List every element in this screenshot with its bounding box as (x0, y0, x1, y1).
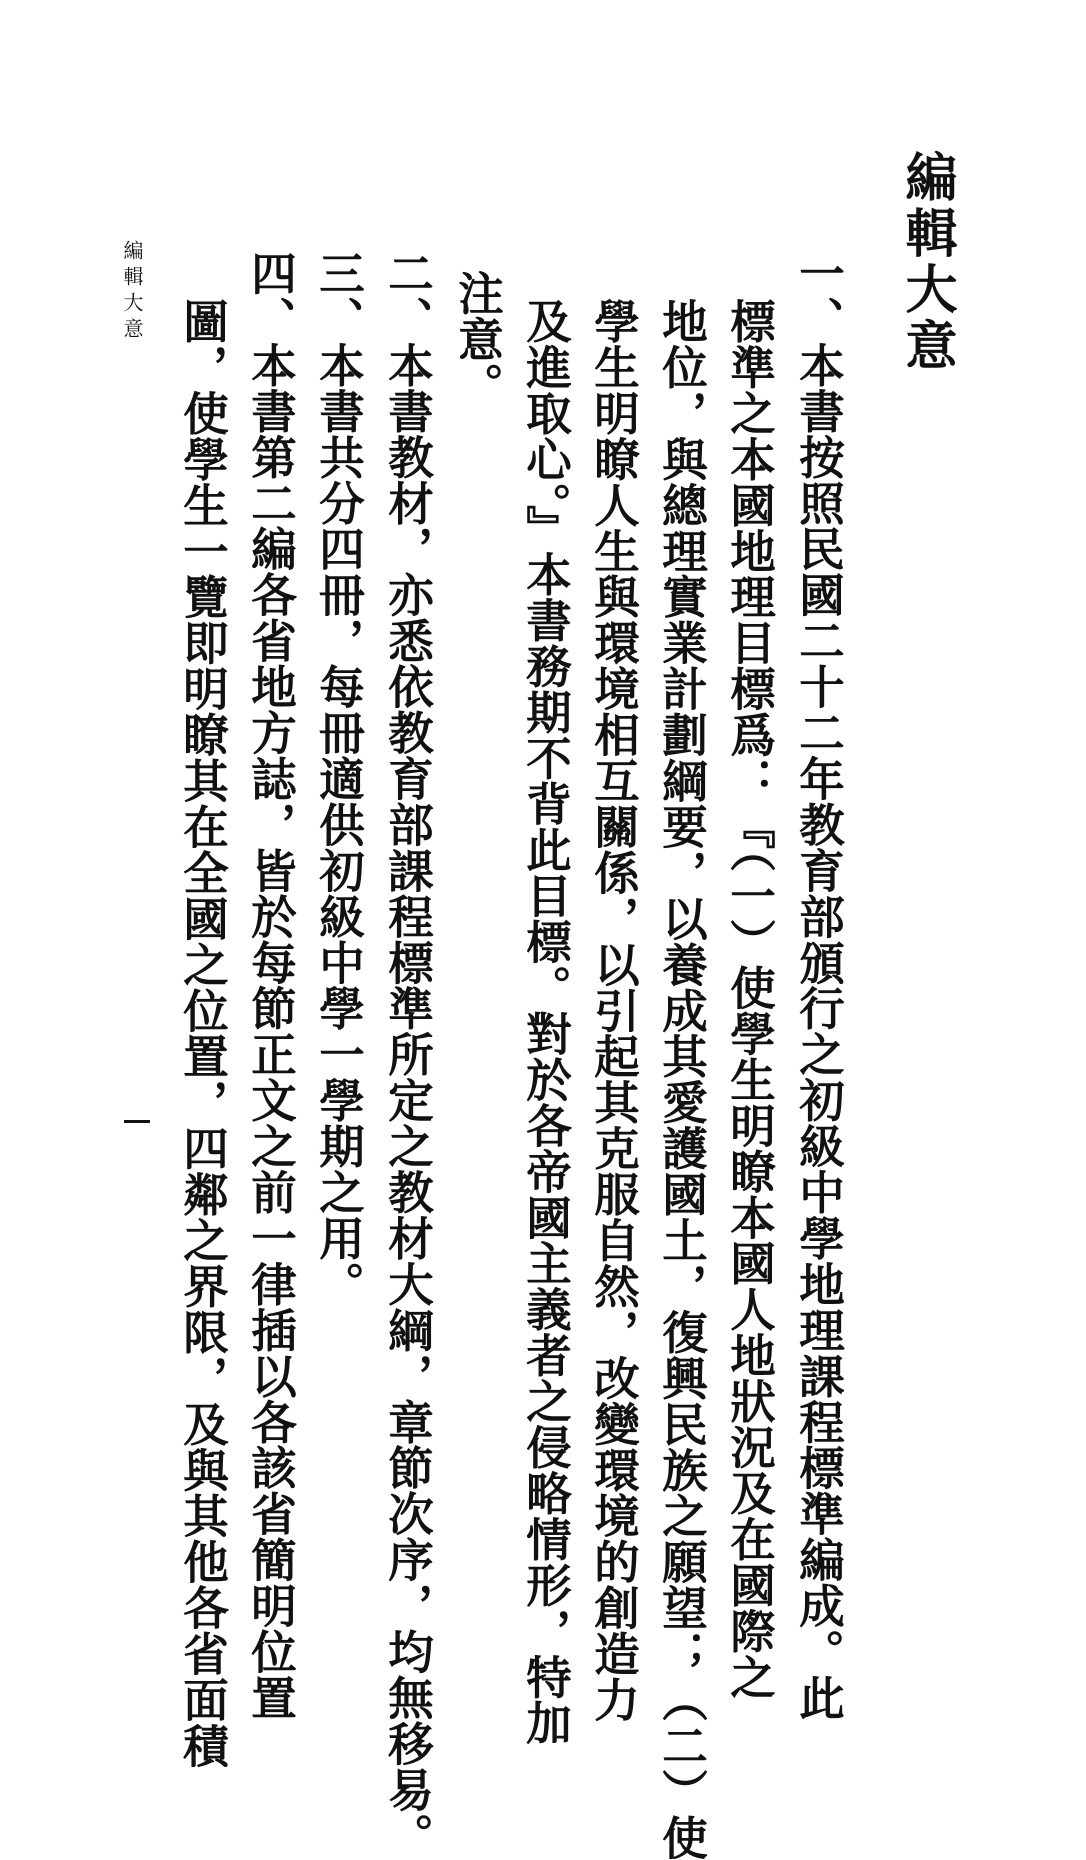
page-number (124, 1120, 150, 1123)
text-column: 學生明瞭人生與環境相互關係，以引起其克服自然，改變環境的創造力 (587, 298, 642, 1723)
text-column: 二、本書教材，亦悉依教育部課程標準所定之教材大綱，章節次序，均無移易。 (381, 250, 436, 1859)
text-column: 圖，使學生一覽即明瞭其在全國之位置，四鄰之界限，及與其他各省面積 (176, 298, 231, 1769)
text-column: 地位，與總理實業計劃綱要，以養成其愛護國土，復興民族之願望；（二）使 (655, 298, 710, 1860)
text-column: 一、本書按照民國二十二年教育部頒行之初級中學地理課程標準編成。此 (792, 250, 847, 1721)
text-column: 注意。 (451, 270, 506, 408)
text-column: 四、本書第二編各省地方誌，皆於每節正文之前一律插以各該省簡明位置 (244, 250, 299, 1721)
text-column: 標準之本國地理目標爲：『（一）使學生明瞭本國人地狀況及在國際之 (723, 298, 778, 1700)
page-title: 編輯大意 (896, 150, 957, 374)
text-column: 及進取心。』本書務期不背此目標。對於各帝國主義者之侵略情形，特加 (519, 298, 574, 1746)
running-head: 編輯大意 (120, 240, 144, 344)
text-column: 三、本書共分四冊，每冊適供初級中學一學期之用。 (312, 250, 367, 1307)
